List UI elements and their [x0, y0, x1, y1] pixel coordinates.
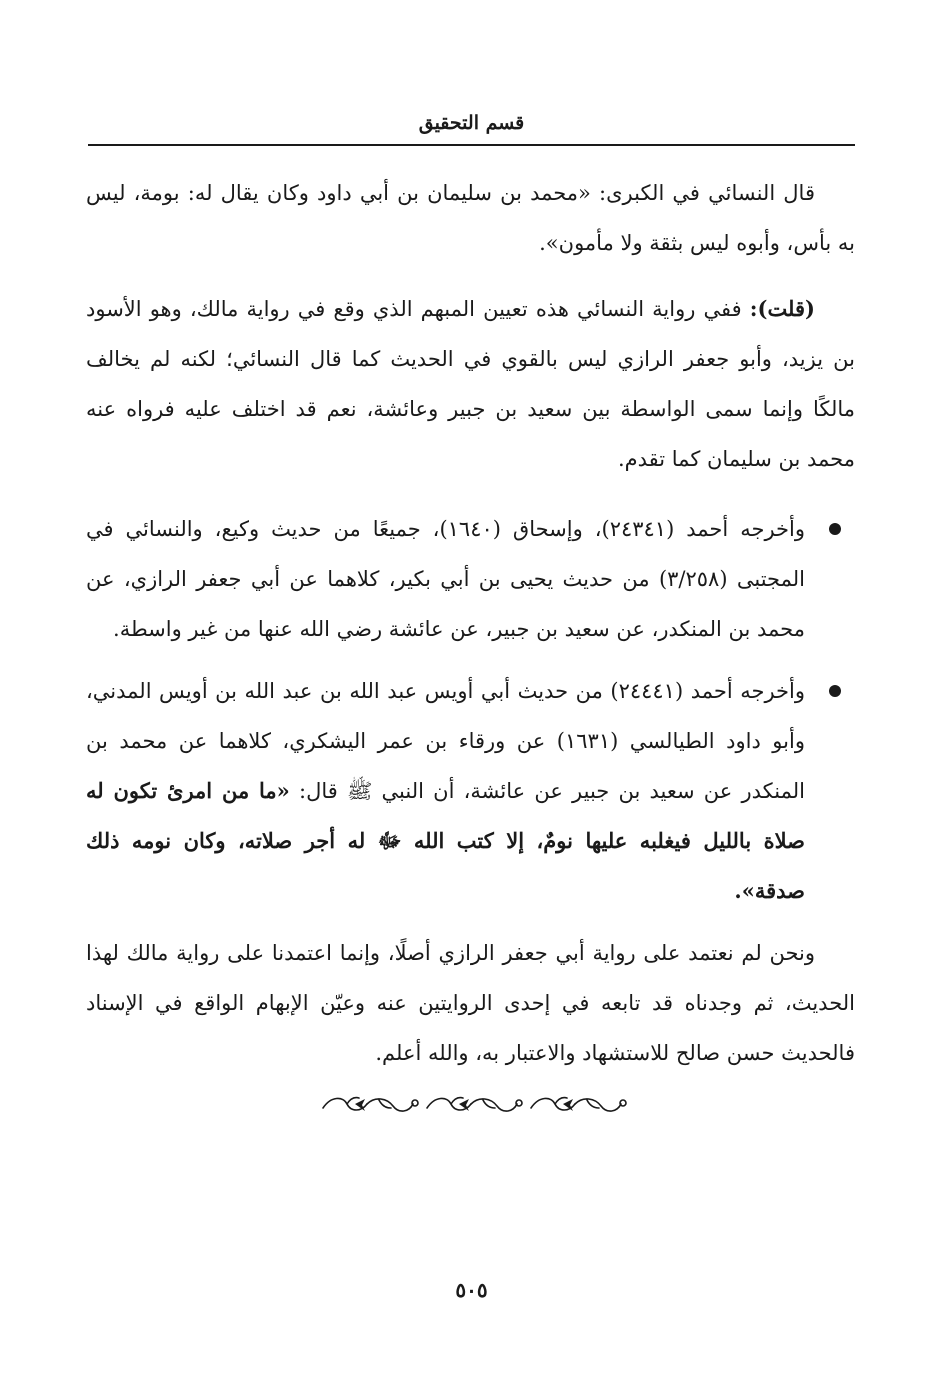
comment-text: ففي رواية النسائي هذه تعيين المبهم الذي وقع في رواية مالك، وهو الأسود بن يزيد، وأبو جعفر الرازي ليس بالقوي في الحديث كما قال النسائي؛ لكنه لم يخالف مالكًا وإنما سمى الواسطة بين سعيد بن جبير وعائشة، نعم قد اختلف عليه فرواه عنه محمد بن سليمان كما تقدم. [86, 297, 855, 471]
comment-label: (قلت): [749, 296, 815, 321]
paragraph-comment [86, 284, 855, 484]
bullet-icon [829, 523, 841, 535]
list-item [86, 504, 855, 654]
list-item-text: وأخرجه أحمد (٢٤٤٤١) من حديث أبي أويس عبد الله بن عبد الله بن أويس المدني، وأبو داود الطيالسي (١٦٣١) عن ورقاء بن عمر اليشكري، كلاهما عن محمد بن المنكدر عن سعيد بن جبير عن عائشة، أن النبي ﷺ قال: [86, 679, 805, 803]
paragraph-nasai-quote: قال النسائي في الكبرى: «محمد بن سليمان بن أبي داود وكان يقال له: بومة، ليس به بأس، وأبوه ليس بثقة ولا مأمون». [86, 181, 855, 255]
section-title: قسم التحقيق [418, 112, 525, 134]
page-number: ٥٠٥ [455, 1278, 488, 1302]
running-header [88, 108, 855, 146]
list-item-text: وأخرجه أحمد (٢٤٣٤١)، وإسحاق (١٦٤٠)، جميعًا من حديث وكيع، والنسائي في المجتبى (٣/٢٥٨) من حديث يحيى بن أبي بكير، كلاهما عن أبي جعفر الرازي، عن محمد بن المنكدر، عن سعيد بن جبير، عن عائشة رضي الله عنها من غير واسطة. [86, 517, 805, 641]
list-item [86, 666, 855, 916]
takhrij-list [86, 504, 855, 916]
bullet-icon [829, 685, 841, 697]
hadith-text: «ما من امرئ تكون له صلاة بالليل فيغلبه عليها نومٌ، إلا كتب الله ﷻ له أجر صلاته، وكان نومه ذلك صدقة». [86, 778, 805, 903]
floral-divider-icon [0, 1090, 943, 1124]
paragraph-conclusion: ونحن لم نعتمد على رواية أبي جعفر الرازي أصلًا، وإنما اعتمدنا على رواية مالك لهذا الحديث، ثم وجدناه قد تابعه في إحدى الروايتين عنه وعيّن الإبهام الواقع في الإسناد فالحديث حسن صالح للاستشهاد والاعتبار به، والله أعلم. [86, 941, 855, 1065]
page-body [86, 168, 855, 1078]
